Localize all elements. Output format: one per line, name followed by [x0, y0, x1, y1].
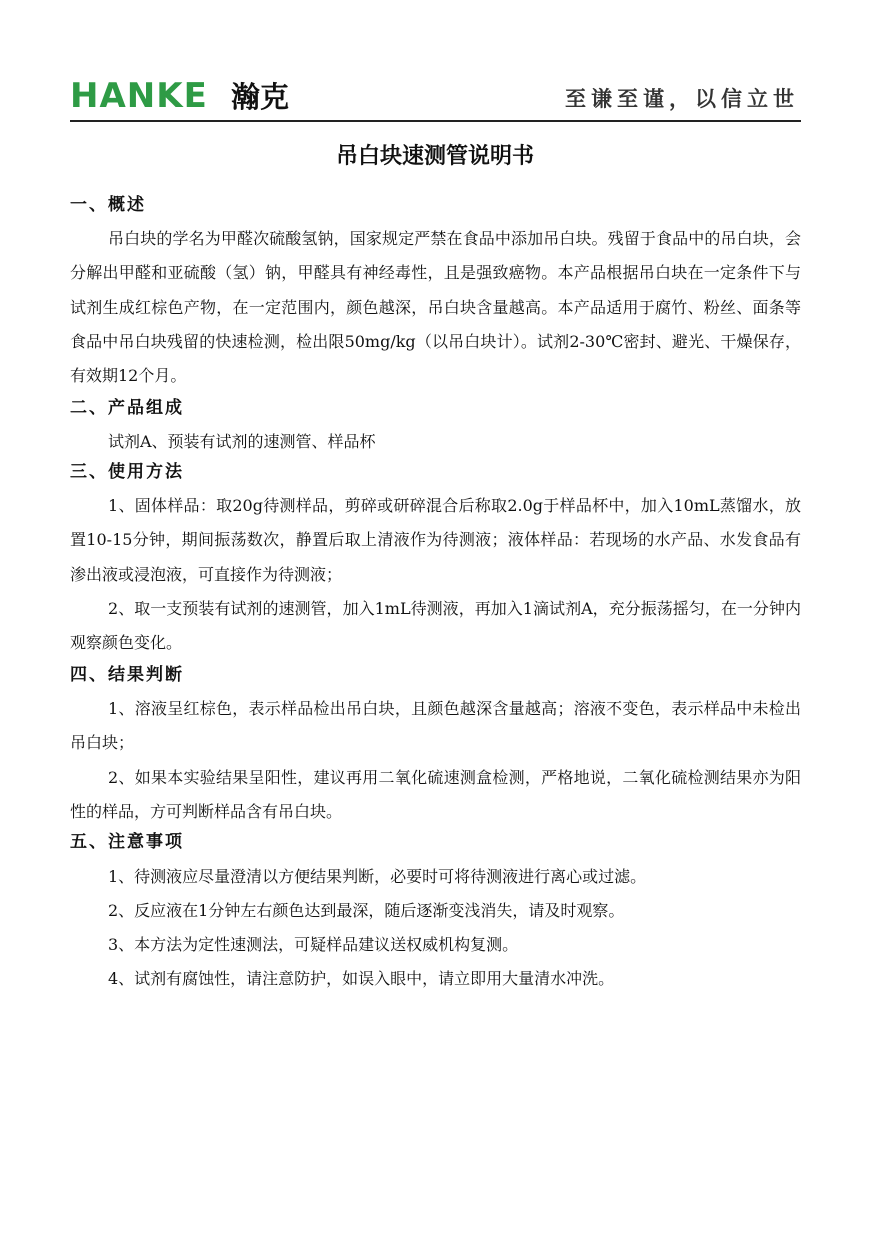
usage-step-2: 2、取一支预装有试剂的速测管，加入1mL待测液，再加入1滴试剂A，充分振荡摇匀，在一分钟内观察颜色变化。: [70, 599, 801, 653]
page-header: [70, 74, 801, 122]
section-heading-components: 二、产品组成: [70, 398, 184, 418]
notes-item-2: 2、反应液在1分钟左右颜色达到最深，随后逐渐变浅消失，请及时观察。: [108, 901, 625, 920]
results-item-2: 2、如果本实验结果呈阳性，建议再用二氧化硫速测盒检测，严格地说，二氧化硫检测结果亦为阳性的样品，方可判断样品含有吊白块。: [70, 768, 801, 822]
notes-item-1: 1、待测液应尽量澄清以方便结果判断，必要时可将待测液进行离心或过滤。: [108, 867, 647, 886]
results-item-1: 1、溶液呈红棕色，表示样品检出吊白块，且颜色越深含量越高；溶液不变色，表示样品中未检出吊白块；: [70, 699, 801, 753]
notes-item-3: 3、本方法为定性速测法，可疑样品建议送权威机构复测。: [108, 935, 519, 954]
section-heading-notes: 五、注意事项: [70, 832, 184, 852]
header-slogan: 至谦至谨，以信立世: [565, 86, 799, 111]
usage-step-1: 1、固体样品：取20g待测样品，剪碎或研碎混合后称取2.0g于样品杯中，加入10mL蒸馏水，放置10-15分钟，期间振荡数次，静置后取上清液作为待测液；液体样品：若现场的水产品、水发食品有渗出液或浸泡液，可直接作为待测液；: [70, 496, 801, 584]
section-heading-results: 四、结果判断: [70, 665, 184, 685]
brand-logo-cn: 瀚克: [231, 80, 290, 114]
notes-item-4: 4、试剂有腐蚀性，请注意防护，如误入眼中，请立即用大量清水冲洗。: [108, 969, 615, 988]
section-heading-usage: 三、使用方法: [70, 462, 184, 482]
section-heading-overview: 一、概述: [70, 195, 146, 215]
brand-logo-en: HANKE: [70, 76, 208, 116]
overview-paragraph: 吊白块的学名为甲醛次硫酸氢钠，国家规定严禁在食品中添加吊白块。残留于食品中的吊白块，会分解出甲醛和亚硫酸（氢）钠，甲醛具有神经毒性，且是强致癌物。本产品根据吊白块在一定条件下与试剂生成红棕色产物，在一定范围内，颜色越深，吊白块含量越高。本产品适用于腐竹、粉丝、面条等食品中吊白块残留的快速检测，检出限50mg/kg（以吊白块计）。试剂2-30℃密封、避光、干燥保存，有效期12个月。: [70, 229, 801, 386]
components-paragraph: 试剂A、预装有试剂的速测管、样品杯: [108, 432, 376, 451]
document-title: 吊白块速测管说明书: [335, 144, 534, 169]
